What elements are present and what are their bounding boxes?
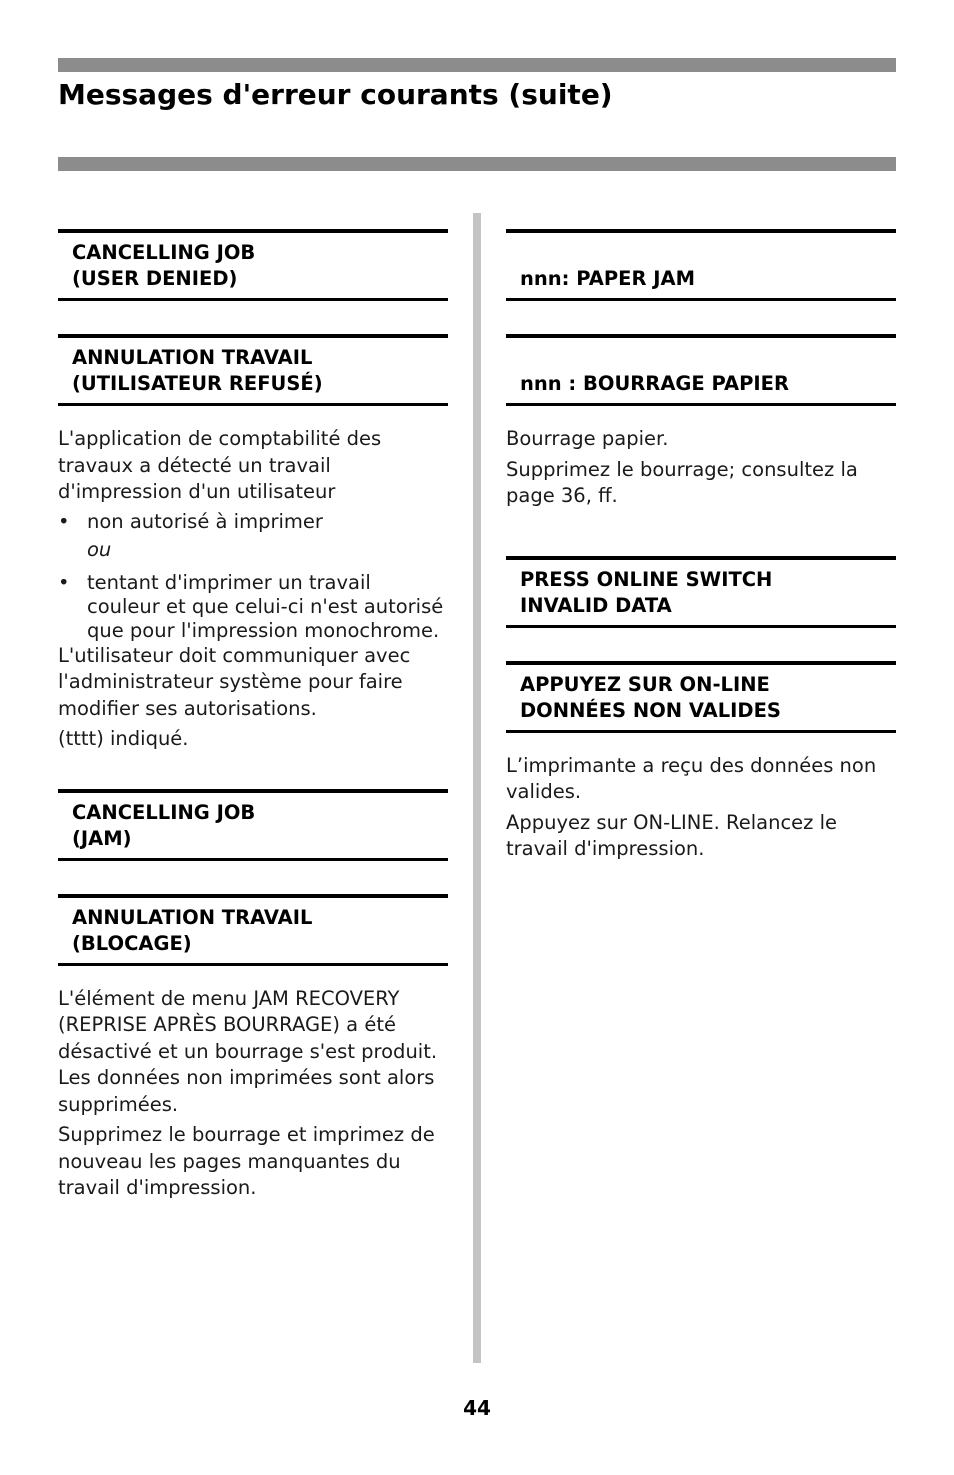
- heading-line: APPUYEZ SUR ON-LINE: [520, 672, 770, 696]
- heading-line: (USER DENIED): [72, 267, 238, 290]
- bullet-icon: •: [58, 570, 70, 594]
- heading-line: (BLOCAGE): [72, 931, 192, 955]
- action-text: Supprimez le bourrage; consultez la page 36, ff.: [506, 457, 858, 507]
- message-body-cancel-user-denied: [58, 426, 448, 753]
- heading-line: (UTILISATEUR REFUSÉ): [72, 372, 323, 395]
- bullet-text: non autorisé à imprimer: [87, 509, 323, 533]
- description-text: Bourrage papier.: [506, 427, 669, 450]
- heading-line: INVALID DATA: [520, 593, 672, 617]
- heading-line: nnn: PAPER JAM: [520, 267, 695, 290]
- heading-line: ANNULATION TRAVAIL: [72, 905, 313, 929]
- message-heading-paper-jam-fr: [506, 334, 896, 406]
- note-text: (tttt) indiqué.: [58, 727, 189, 750]
- message-heading-invalid-data-en: [506, 556, 896, 628]
- description-text: L'application de comptabilité des travaux a détecté un travail d'impression d'un utilisateur: [58, 427, 382, 503]
- message-body-invalid-data: [506, 753, 896, 863]
- heading-line: (JAM): [72, 826, 132, 850]
- page-title: Messages d'erreur courants (suite): [58, 78, 613, 111]
- column-divider: [473, 213, 481, 1363]
- left-column: [58, 229, 448, 1206]
- description-text: L’imprimante a reçu des données non valides.: [506, 753, 877, 803]
- bullet-list: [58, 510, 448, 643]
- action-text: L'utilisateur doit communiquer avec l'administrateur système pour faire modifier ses autorisations.: [58, 643, 411, 720]
- header-rule-top: [58, 58, 896, 72]
- header-rule-bottom: [58, 157, 896, 171]
- action-text: Appuyez sur ON-LINE. Relancez le travail d'impression.: [506, 810, 838, 860]
- action-text: Supprimez le bourrage et imprimez de nouveau les pages manquantes du travail d'impression.: [58, 1123, 435, 1199]
- message-heading-cancel-jam-fr: [58, 894, 448, 966]
- page-number: 44: [463, 1396, 491, 1420]
- message-heading-cancel-user-denied-fr: [58, 334, 448, 406]
- heading-line: ANNULATION TRAVAIL: [72, 346, 313, 369]
- heading-line: CANCELLING JOB: [72, 241, 256, 264]
- description-text: L'élément de menu JAM RECOVERY (REPRISE APRÈS BOURRAGE) a été désactivé et un bourrage s'est produit. Les données non imprimées sont alors supprimées.: [58, 986, 438, 1116]
- or-text: ou: [87, 537, 112, 561]
- message-body-paper-jam: [506, 426, 896, 510]
- heading-line: CANCELLING JOB: [72, 800, 256, 824]
- bullet-item: [58, 510, 448, 562]
- message-heading-invalid-data-fr: [506, 661, 896, 733]
- message-body-cancel-jam: [58, 986, 448, 1202]
- message-heading-cancel-jam-en: [58, 789, 448, 861]
- heading-line: nnn : BOURRAGE PAPIER: [520, 372, 790, 395]
- heading-line: PRESS ONLINE SWITCH: [520, 567, 773, 591]
- right-column: [506, 229, 896, 867]
- bullet-item: [58, 571, 448, 643]
- heading-line: DONNÉES NON VALIDES: [520, 698, 781, 722]
- bullet-icon: •: [58, 509, 70, 533]
- message-heading-cancel-user-denied-en: [58, 229, 448, 301]
- bullet-text: tentant d'imprimer un travail couleur et que celui-ci n'est autorisé que pour l'impression monochrome.: [87, 570, 444, 642]
- message-heading-paper-jam-en: [506, 229, 896, 301]
